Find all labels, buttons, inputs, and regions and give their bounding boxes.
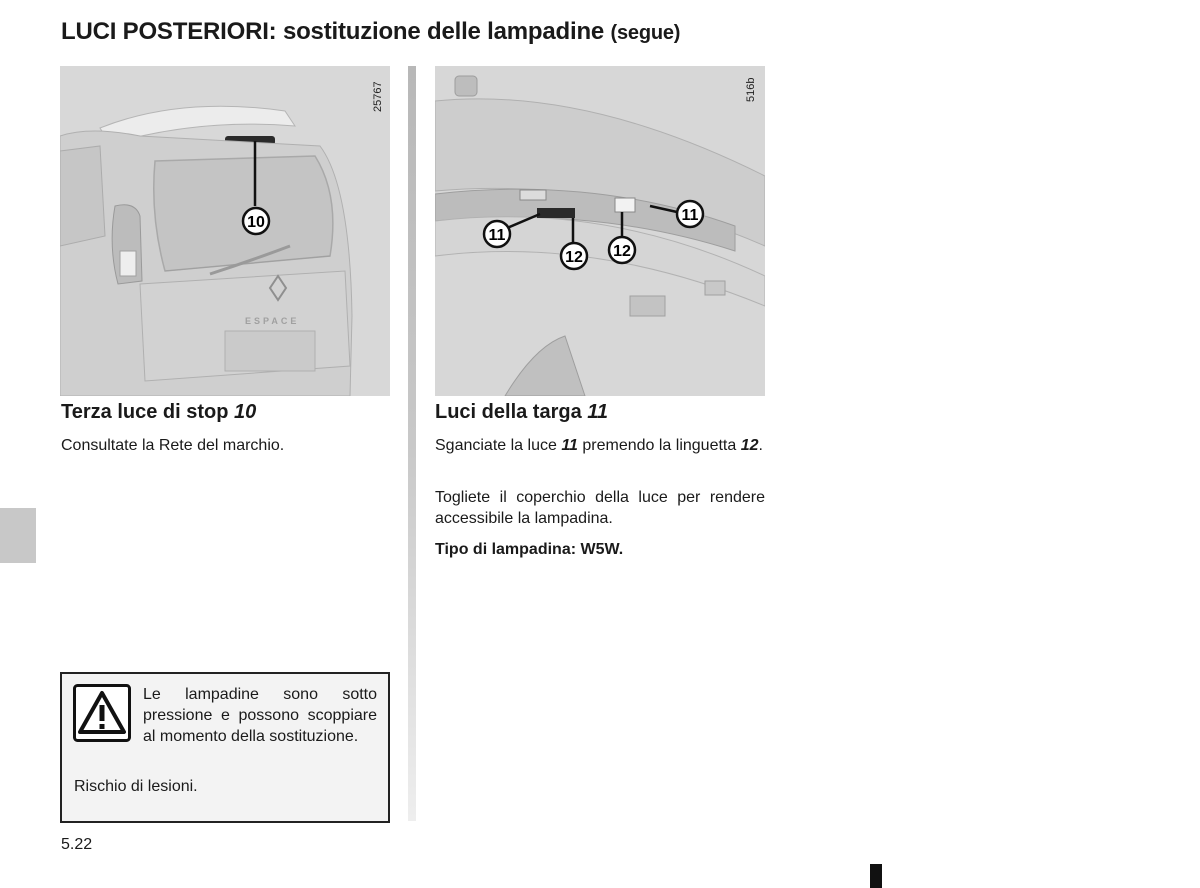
warning-text: Le lampadine sono sotto pressione e possono scoppiare al momento della sostituzione. xyxy=(143,686,377,745)
callout-10-label: 10 xyxy=(247,214,265,231)
plate-light-figure xyxy=(435,66,765,396)
heading-number: 10 xyxy=(234,401,257,423)
callout-12a-label: 12 xyxy=(565,249,583,266)
step-text: . xyxy=(758,437,763,454)
car-rear-illustration xyxy=(60,66,390,396)
tailgate-illustration xyxy=(435,66,765,396)
bulb-type: Tipo di lampadina: W5W. xyxy=(435,541,624,558)
page-corner-mark xyxy=(870,864,882,888)
section-heading-stop-light xyxy=(61,401,256,424)
page-title xyxy=(61,18,680,46)
stop-light-instruction: Consultate la Rete del marchio. xyxy=(61,437,285,454)
page-title-suffix: (segue) xyxy=(610,22,681,44)
plate-light-step-2: Togliete il coperchio della luce per rendere accessibile la lampadina. xyxy=(435,489,765,527)
callout-11b-label: 11 xyxy=(681,207,699,224)
heading-number: 11 xyxy=(587,401,609,423)
callout-11a-label: 11 xyxy=(488,227,506,244)
step-text: premendo la linguetta xyxy=(577,437,741,454)
callout-12b-label: 12 xyxy=(613,243,631,260)
ref-number: 11 xyxy=(561,437,578,454)
heading-text: Terza luce di stop xyxy=(61,401,229,423)
heading-text: Luci della targa xyxy=(435,401,582,423)
figure-code: 516b xyxy=(745,77,757,102)
warning-risk: Rischio di lesioni. xyxy=(74,778,198,795)
figure-code: 25767 xyxy=(372,81,384,112)
page-title-main: LUCI POSTERIORI: sostituzione delle lampadine xyxy=(61,18,605,45)
model-badge-text: ESPACE xyxy=(245,316,300,326)
chapter-tab xyxy=(0,508,36,563)
ref-number: 12 xyxy=(740,437,759,454)
column-divider xyxy=(408,66,416,821)
step-text: Sganciate la luce xyxy=(435,437,562,454)
plate-light-step-1 xyxy=(435,435,765,456)
warning-box xyxy=(60,672,390,823)
page-number: 5.22 xyxy=(61,836,93,853)
section-heading-plate-light xyxy=(435,401,608,424)
warning-triangle-icon xyxy=(73,684,131,742)
rear-stop-light-figure xyxy=(60,66,390,396)
